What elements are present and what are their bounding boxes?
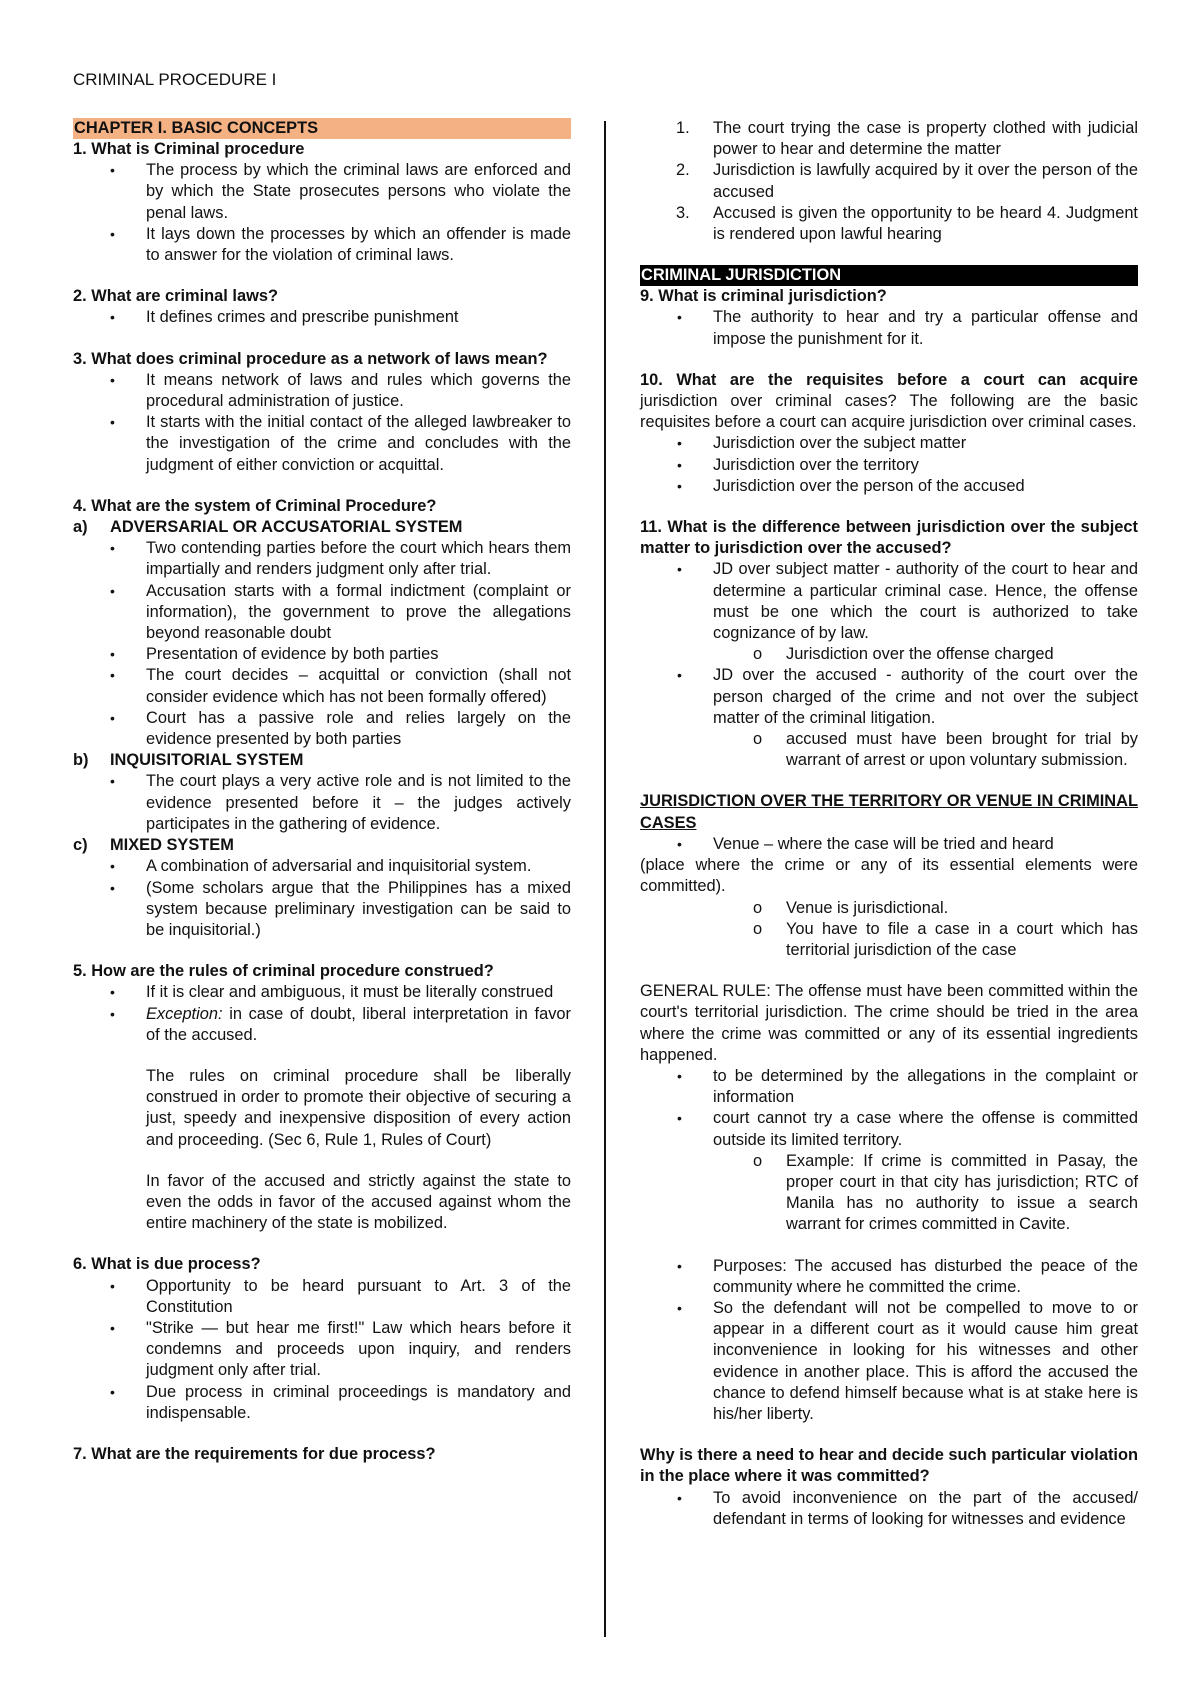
question-3-answers — [73, 370, 571, 476]
general-rule: GENERAL RULE: The offense must have been committed within the court's territorial jurisdiction. The crime should be tried in the area where the crime was committed or any of its essential ingredients happened. — [640, 982, 1138, 1064]
sub-list-item: o accused must have been brought for trial by warrant of arrest or upon voluntary submission. — [640, 729, 1138, 771]
list-item: • Presentation of evidence by both parties — [73, 644, 571, 665]
list-item: • The process by which the criminal laws are enforced and by which the State prosecutes persons who violate the penal laws. — [73, 160, 571, 224]
due-process-requirements — [640, 118, 1138, 245]
criminal-jurisdiction-heading: CRIMINAL JURISDICTION — [640, 265, 1138, 286]
question-2-answers — [73, 307, 571, 328]
sub-list-item: o Jurisdiction over the offense charged — [640, 644, 1138, 665]
list-item: • Opportunity to be heard pursuant to Art. 3 of the Constitution — [73, 1276, 571, 1318]
list-item: • To avoid inconvenience on the part of the accused/ defendant in terms of looking for witnesses and evidence — [640, 1488, 1138, 1530]
question-6: 6. What is due process? — [73, 1255, 261, 1274]
list-item: • Jurisdiction over the territory — [640, 455, 1138, 476]
purposes-bullets — [640, 1256, 1138, 1426]
why-question: Why is there a need to hear and decide such particular violation in the place where it was committed? — [640, 1446, 1138, 1486]
list-item: • Two contending parties before the court which hears them impartially and renders judgment only after trial. — [73, 538, 571, 580]
why-answers — [640, 1488, 1138, 1530]
system-inquisitorial: b) INQUISITORIAL SYSTEM — [73, 751, 304, 770]
question-1: 1. What is Criminal procedure — [73, 140, 305, 158]
list-item: • So the defendant will not be compelled to move to or appear in a different court as it would cause him great inconvenience in looking for his witnesses and other evidence in another place. This is afford the accused the chance to defend himself because what is at stake here is his/her liberty. — [640, 1298, 1138, 1425]
list-item: • Jurisdiction over the subject matter — [640, 433, 1138, 454]
question-7: 7. What are the requirements for due process? — [73, 1444, 436, 1463]
list-item: • Venue – where the case will be tried and heard — [640, 834, 1138, 855]
question-6-answers — [73, 1276, 571, 1424]
question-11-answers — [640, 559, 1138, 771]
column-divider — [604, 121, 606, 1637]
list-item: • Court has a passive role and relies largely on the evidence presented by both parties — [73, 708, 571, 750]
question-5-answers — [73, 982, 571, 1046]
list-item: • to be determined by the allegations in the complaint or information — [640, 1066, 1138, 1108]
question-10-answers — [640, 433, 1138, 497]
venue-heading: JURISDICTION OVER THE TERRITORY OR VENUE IN CRIMINAL CASES — [640, 792, 1138, 832]
venue-sub-bullets — [640, 898, 1138, 962]
list-item: • Due process in criminal proceedings is mandatory and indispensable. — [73, 1382, 571, 1424]
sub-list-item: o Venue is jurisdictional. — [640, 898, 1138, 919]
list-item: • The authority to hear and try a particular offense and impose the punishment for it. — [640, 307, 1138, 349]
list-item: • A combination of adversarial and inquisitorial system. — [73, 856, 571, 877]
question-5: 5. How are the rules of criminal procedure construed? — [73, 962, 494, 981]
list-item: • If it is clear and ambiguous, it must be literally construed — [73, 982, 571, 1003]
list-item: • The court decides – acquittal or conviction (shall not consider evidence which has not been formally offered) — [73, 665, 571, 707]
general-rule-bullets — [640, 1066, 1138, 1236]
question-2: 2. What are criminal laws? — [73, 287, 278, 306]
list-item: • It means network of laws and rules which governs the procedural administration of justice. — [73, 370, 571, 412]
list-item: Accused is given the opportunity to be heard 4. Judgment is rendered upon lawful hearing — [713, 203, 1138, 244]
chapter-heading: CHAPTER I. BASIC CONCEPTS — [73, 118, 571, 139]
exception-label: Exception: — [146, 1004, 223, 1023]
question-9: 9. What is criminal jurisdiction? — [640, 287, 887, 306]
left-column — [73, 118, 571, 1465]
question-4: 4. What are the system of Criminal Procedure? — [73, 496, 437, 515]
question-1-answers — [73, 160, 571, 266]
right-column — [640, 118, 1138, 1530]
page-header: CRIMINAL PROCEDURE I — [73, 70, 277, 89]
list-item: • JD over the accused - authority of the court over the person charged of the crime and not over the subject matter of the criminal litigation. o accused must have been brought for trial by warrant of arrest or upon voluntary submission. — [640, 665, 1138, 771]
list-item: Jurisdiction is lawfully acquired by it over the person of the accused — [713, 161, 1138, 201]
list-item: • Accusation starts with a formal indictment (complaint or information), the government to prove the allegations beyond reasonable doubt — [73, 581, 571, 645]
list-item: The court trying the case is property clothed with judicial power to hear and determine the matter — [713, 119, 1138, 159]
list-item: • The court plays a very active role and is not limited to the evidence presented before it – the judges actively participates in the gathering of evidence. — [73, 771, 571, 835]
question-3: 3. What does criminal procedure as a network of laws mean? — [73, 349, 548, 368]
list-item: • It defines crimes and prescribe punishment — [73, 307, 571, 328]
list-item: • It lays down the processes by which an offender is made to answer for the violation of criminal laws. — [73, 224, 571, 266]
venue-continuation: (place where the crime or any of its essential elements were committed). — [640, 856, 1138, 896]
inquisitorial-bullets — [73, 771, 571, 835]
question-11: 11. What is the difference between jurisdiction over the subject matter to jurisdiction over the accused? — [640, 518, 1138, 558]
sub-list-item: o You have to file a case in a court which has territorial jurisdiction of the case — [640, 919, 1138, 961]
paragraph: The rules on criminal procedure shall be liberally construed in order to promote their objective of securing a just, speedy and inexpensive disposition of every action and proceeding. (Sec 6, Rule 1, Rules of Court) — [146, 1066, 571, 1149]
system-adversarial: a) ADVERSARIAL OR ACCUSATORIAL SYSTEM — [73, 518, 463, 537]
venue-bullets — [640, 834, 1138, 855]
list-item: • court cannot try a case where the offense is committed outside its limited territory. o Example: If crime is committed in Pasay, the proper court in that city has jurisdiction; RTC of Manila has no authority to issue a search warrant for crimes committed in Cavite. — [640, 1108, 1138, 1235]
paragraph: In favor of the accused and strictly against the state to even the odds in favor of the accused against whom the entire machinery of the state is mobilized. — [146, 1171, 571, 1233]
list-item: • It starts with the initial contact of the alleged lawbreaker to the investigation of the crime and concludes with the judgment of either conviction or acquittal. — [73, 412, 571, 476]
mixed-bullets — [73, 856, 571, 941]
list-item: • (Some scholars argue that the Philippines has a mixed system because preliminary investigation can be said to be inquisitorial.) — [73, 878, 571, 942]
list-item: • "Strike — but hear me first!" Law which hears before it condemns and proceeds upon inquiry, and renders judgment only after trial. — [73, 1318, 571, 1382]
list-item: • Exception: in case of doubt, liberal interpretation in favor of the accused. — [73, 1004, 571, 1046]
list-item: • Jurisdiction over the person of the accused — [640, 476, 1138, 497]
system-mixed: c) MIXED SYSTEM — [73, 836, 234, 855]
sub-list-item: o Example: If crime is committed in Pasay, the proper court in that city has jurisdiction; RTC of Manila has no authority to issue a search warrant for crimes committed in Cavite. — [640, 1151, 1138, 1236]
list-item: • JD over subject matter - authority of the court to hear and determine a particular criminal case. Hence, the offense must be one which the court is authorized to take cognizance of by law. o Jurisdiction over the offense charged — [640, 559, 1138, 665]
question-10: 10. What are the requisites before a court can acquire jurisdiction over criminal cases? The following are the basic requisites before a court can acquire jurisdiction over criminal cases. — [640, 370, 1138, 432]
adversarial-bullets — [73, 538, 571, 750]
question-9-answers — [640, 307, 1138, 349]
list-item: • Purposes: The accused has disturbed the peace of the community where he committed the crime. — [640, 1256, 1138, 1298]
